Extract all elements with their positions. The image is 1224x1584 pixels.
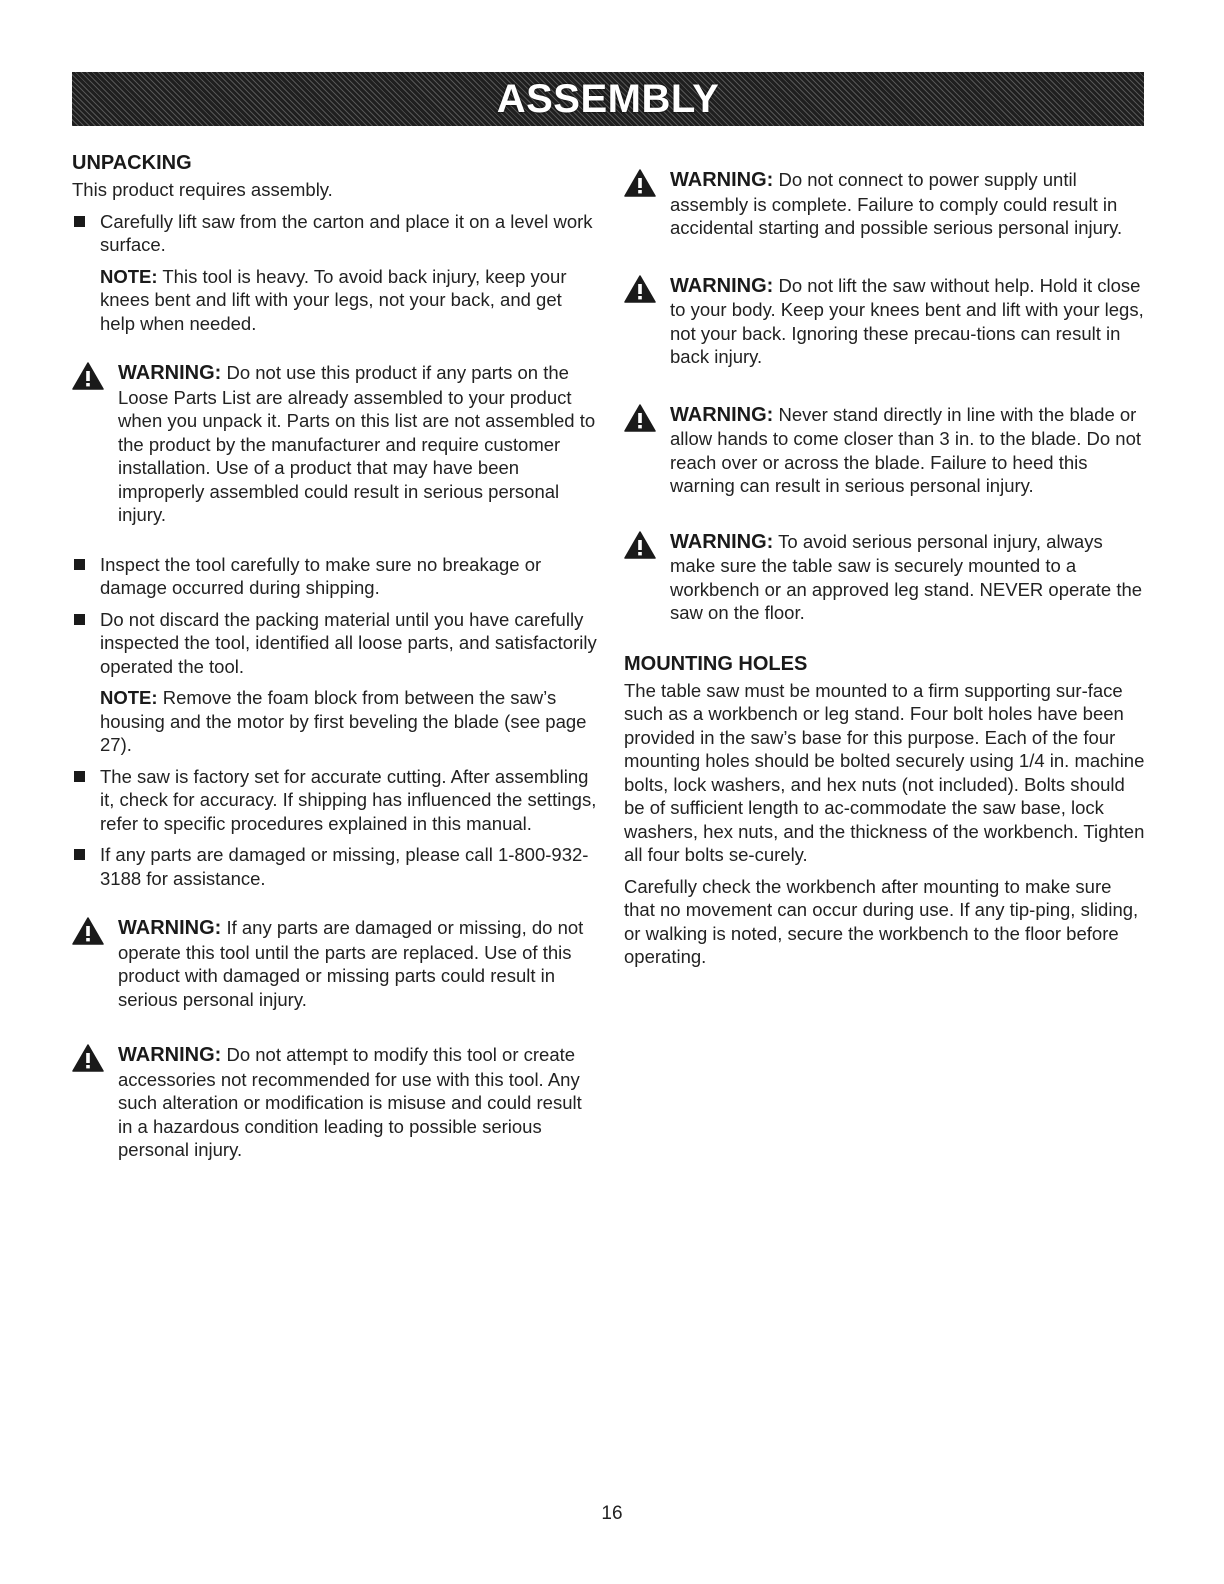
intro-text: This product requires assembly. — [72, 179, 333, 200]
list-item — [72, 553, 597, 600]
note-label: NOTE: — [100, 265, 158, 287]
warning-text: If any parts are damaged or missing, do not operate this tool until the parts are replaced. Use of this product with damaged or missing parts could result in serious personal injury. — [118, 917, 584, 1010]
bullet-square-icon — [74, 849, 85, 860]
warning-label: WARNING: — [670, 169, 774, 191]
mounting-paragraph: The table saw must be mounted to a firm supporting sur-face such as a workbench or leg stand. Four bolt holes have been provided in the saw’s base for this purpose. Each of the four mounting holes should be bolted securely using 1/4 in. machine bolts, lock washers, and hex nuts (not included). Bolts should be of sufficient length to ac-commodate the saw base, lock washers, hex nuts, and the thickness of the workbench. Tighten all four bolts se-curely. — [624, 679, 1145, 865]
warning-triangle-icon — [624, 275, 656, 303]
note-label: NOTE: — [100, 687, 158, 708]
warning-triangle-icon — [72, 917, 104, 945]
warning-text: Never stand directly in line with the blade or allow hands to come closer than 3 in. to the blade. Do not reach over or across the blade. Failure to heed this warning can result in serious personal injury. — [670, 403, 1142, 496]
bullet-square-icon — [74, 614, 85, 625]
note — [72, 265, 597, 336]
warning-triangle-icon — [624, 404, 656, 432]
warning-block — [624, 274, 1146, 369]
warning-block — [72, 1043, 597, 1162]
warning-text: Do not attempt to modify this tool or create accessories not recommended for use with this tool. Any such alteration or modification is misuse and could result in a hazardous condition leading to possible serious personal injury. — [118, 1044, 582, 1160]
warning-triangle-icon — [624, 169, 656, 197]
list-item — [72, 765, 597, 836]
warning-triangle-icon — [72, 1044, 104, 1072]
bullet-square-icon — [74, 216, 85, 227]
left-column — [72, 150, 597, 1162]
page-number: 16 — [601, 1503, 623, 1524]
warning-text: Do not connect to power supply until assembly is complete. Failure to comply could result in accidental starting and possible serious personal injury. — [670, 169, 1123, 238]
warning-block — [72, 361, 597, 527]
bullet-text: The saw is factory set for accurate cutting. After assembling it, check for accuracy. If shipping has influenced the settings, refer to specific procedures explained in this manual. — [100, 765, 597, 834]
warning-label: WARNING: — [118, 917, 222, 939]
bullet-text: Do not discard the packing material until you have carefully inspected the tool, identified all loose parts, and satisfactorily operated the tool. — [100, 608, 597, 677]
warning-text: Do not lift the saw without help. Hold it close to your body. Keep your knees bent and lift with your legs, not your back. Ignoring these precau-tions can result in back injury. — [670, 274, 1144, 367]
warning-block — [624, 403, 1146, 498]
warning-label: WARNING: — [118, 1044, 222, 1066]
bullet-text: Inspect the tool carefully to make sure no breakage or damage occurred during shipping. — [100, 553, 542, 598]
section-banner — [72, 72, 1144, 126]
warning-label: WARNING: — [118, 362, 222, 384]
note-text: Remove the foam block from between the saw’s housing and the motor by first beveling the blade (see page 27). — [100, 687, 587, 755]
mounting-paragraph: Carefully check the workbench after mounting to make sure that no movement can occur during use. If any tip-ping, sliding, or walking is noted, secure the workbench to the floor before operating. — [624, 875, 1139, 967]
warning-label: WARNING: — [670, 530, 774, 553]
bullet-square-icon — [74, 559, 85, 570]
note-text: This tool is heavy. To avoid back injury, keep your knees bent and lift with your legs, not your back, and get help when needed. — [100, 265, 567, 334]
bullet-square-icon — [74, 771, 85, 782]
warning-label: WARNING: — [670, 403, 774, 426]
warning-triangle-icon — [72, 362, 104, 390]
bullet-text: Carefully lift saw from the carton and place it on a level work surface. — [100, 210, 593, 255]
warning-block — [72, 916, 597, 1011]
unpacking-heading: UNPACKING — [72, 152, 192, 174]
list-item — [72, 608, 597, 679]
warning-triangle-icon — [624, 531, 656, 559]
warning-text: To avoid serious personal injury, always make sure the table saw is securely mounted to a workbench or an approved leg stand. NEVER operate the saw on the floor. — [670, 530, 1143, 623]
warning-block — [624, 168, 1146, 240]
list-item — [72, 210, 597, 257]
page-title: ASSEMBLY — [496, 76, 720, 121]
warning-block — [624, 530, 1146, 625]
right-column — [624, 150, 1146, 969]
note — [72, 686, 597, 757]
mounting-holes-heading: MOUNTING HOLES — [624, 652, 808, 675]
list-item — [72, 843, 597, 890]
warning-label: WARNING: — [670, 274, 774, 297]
warning-text: Do not use this product if any parts on the Loose Parts List are already assembled to your product when you unpack it. Parts on this list are not assembled to the product by the manufacturer and require customer installation. Use of a product that may have been improperly assembled could result in serious personal injury. — [118, 362, 596, 525]
bullet-text: If any parts are damaged or missing, please call 1-800-932-3188 for assistance. — [100, 844, 589, 889]
